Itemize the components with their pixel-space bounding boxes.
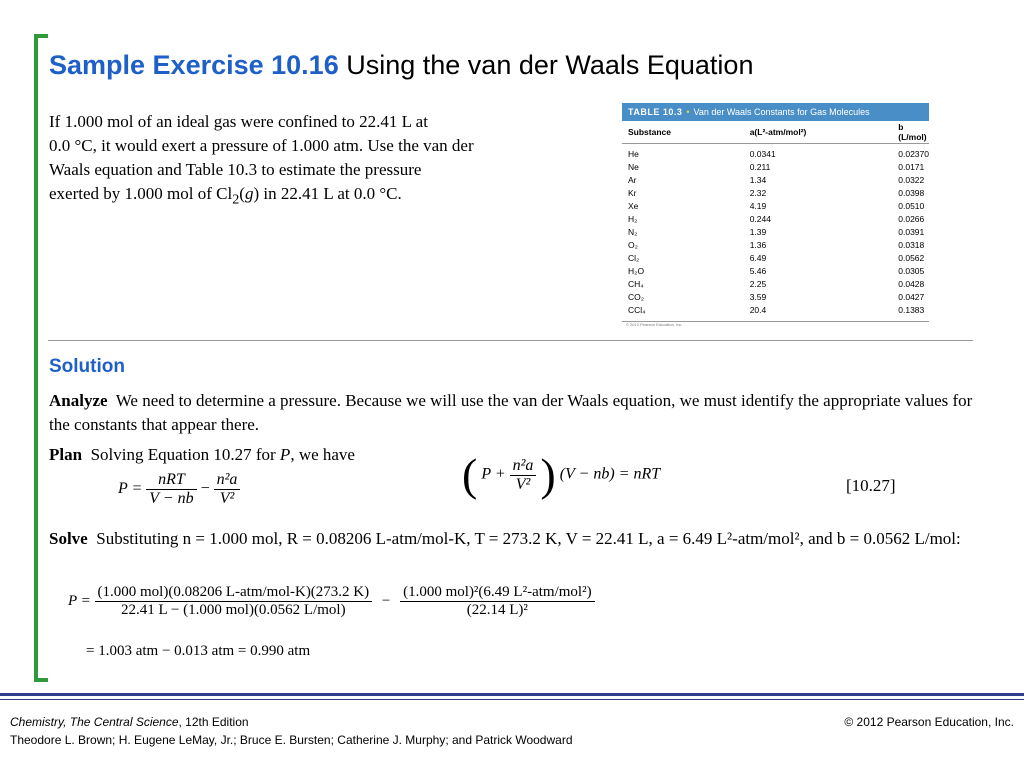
col-header-b: b (L/mol): [870, 121, 929, 144]
fraction-n2a: [214, 471, 241, 508]
book-edition: , 12th Edition: [178, 715, 249, 729]
table-row: [622, 144, 929, 162]
table-footnote: © 2012 Pearson Education, Inc.: [622, 321, 929, 330]
table-row: [622, 226, 929, 239]
problem-text: (: [239, 184, 245, 203]
table-row: [622, 291, 929, 304]
table-caption: [622, 103, 929, 121]
numerator: (1.000 mol)(0.08206 L-atm/mol-K)(273.2 K): [95, 584, 373, 602]
minus-sign: −: [381, 592, 391, 609]
problem-line: Waals equation and Table 10.3 to estimate the pressure: [49, 160, 422, 179]
cell-substance: Ar: [628, 175, 637, 185]
plan-variable: P: [279, 445, 291, 464]
plan-text: Solving Equation 10.27 for: [90, 445, 280, 464]
title-rest: Using the van der Waals Equation: [346, 50, 754, 80]
cell-b: 0.0318: [898, 240, 925, 250]
problem-line: [49, 182, 569, 211]
footer-rule-thin: [0, 699, 1024, 700]
footer-rule: [0, 693, 1024, 696]
problem-text: exerted by 1.000 mol of Cl: [49, 184, 233, 203]
cell-substance: Cl₂: [628, 253, 640, 263]
cell-substance: Ne: [628, 162, 639, 172]
table-row: [622, 174, 929, 187]
table-row: [622, 265, 929, 278]
cell-a: 6.49: [749, 253, 767, 263]
analyze-paragraph: [49, 389, 979, 437]
cell-a: 1.36: [749, 240, 767, 250]
minus-sign: −: [200, 480, 210, 498]
cell-a: 0.0341: [749, 149, 776, 159]
solution-heading: Solution: [49, 356, 125, 377]
denominator: V²: [515, 475, 531, 493]
paren-close: ): [540, 449, 556, 500]
equation-number: [10.27]: [846, 476, 896, 495]
footer-authors: Theodore L. Brown; H. Eugene LeMay, Jr.; Bruce E. Bursten; Catherine J. Murphy; and Patrick Woodward: [10, 733, 573, 747]
eq-term: P =: [68, 592, 91, 609]
table-title: Van der Waals Constants for Gas Molecules: [693, 107, 870, 117]
solve-label: Solve: [49, 529, 88, 548]
cell-substance: Kr: [628, 188, 637, 198]
cell-a: 3.59: [749, 292, 767, 302]
denominator: V − nb: [149, 490, 194, 507]
fraction-n2a-V2: [510, 457, 537, 494]
plan-paragraph: [49, 443, 449, 467]
table-row: [622, 278, 929, 291]
problem-statement: [49, 110, 569, 211]
paren-open: (: [462, 449, 478, 500]
cell-substance: H₂O: [628, 266, 645, 276]
numerator: nRT: [146, 471, 196, 490]
problem-text: ) in 22.41 L at 0.0 °C.: [253, 184, 402, 203]
denominator: V²: [219, 490, 235, 507]
fraction-nRT: [146, 471, 196, 508]
substituted-equation: [68, 584, 595, 619]
book-title: Chemistry, The Central Science: [10, 715, 179, 729]
slide-title: [49, 50, 753, 81]
cell-substance: CH₄: [628, 279, 644, 289]
denominator: 22.41 L − (1.000 mol)(0.0562 L/mol): [121, 602, 346, 618]
eq-term: P =: [118, 480, 143, 498]
cell-b: 0.0562: [898, 253, 925, 263]
cell-substance: He: [628, 149, 639, 159]
cell-b: 0.0322: [898, 175, 925, 185]
cell-substance: CCl₄: [628, 305, 646, 315]
cell-substance: O₂: [628, 240, 638, 250]
vdw-constants-table: [622, 103, 929, 330]
cell-b: 0.0428: [898, 279, 925, 289]
cell-a: 1.34: [749, 175, 767, 185]
cell-a: 5.46: [749, 266, 767, 276]
cell-a: 2.25: [749, 279, 767, 289]
section-divider: [48, 340, 973, 341]
footer-copyright: © 2012 Pearson Education, Inc.: [844, 715, 1014, 729]
table-header-row: [622, 121, 929, 144]
col-header-substance: Substance: [622, 121, 724, 144]
fraction-nRT-values: [95, 584, 373, 619]
cell-b: 0.0305: [898, 266, 925, 276]
table-row: [622, 200, 929, 213]
solved-equation: [118, 471, 240, 508]
title-lead: Sample Exercise 10.16: [49, 50, 339, 80]
footer-book: [10, 715, 249, 729]
green-bracket: [34, 34, 48, 682]
problem-line: 0.0 °C, it would exert a pressure of 1.000 atm. Use the van der: [49, 136, 474, 155]
cell-substance: Xe: [628, 201, 639, 211]
cell-b: 0.0266: [898, 214, 925, 224]
cell-b: 0.1383: [898, 305, 925, 315]
denominator: (22.14 L)²: [466, 602, 528, 618]
cell-substance: H₂: [628, 214, 638, 224]
analyze-text: We need to determine a pressure. Because we will use the van der Waals equation, we must identify the appropriate values for the constants that appear there.: [49, 391, 973, 434]
cell-substance: CO₂: [628, 292, 645, 302]
eq-term: P +: [481, 465, 506, 483]
fraction-n2a-values: [400, 584, 594, 619]
cell-b: 0.0391: [898, 227, 925, 237]
analyze-label: Analyze: [49, 391, 108, 410]
eq-term: (V − nb) = nRT: [559, 465, 661, 483]
cell-b: 0.0510: [898, 201, 925, 211]
plan-label: Plan: [49, 445, 83, 464]
cell-substance: N₂: [628, 227, 638, 237]
table-number: TABLE 10.3: [628, 107, 683, 117]
table-row: [622, 187, 929, 200]
solve-text: Substituting n = 1.000 mol, R = 0.08206 L-atm/mol-K, T = 273.2 K, V = 22.41 L, a = 6.49 L²-atm/mol², and b = 0.0562 L/mol:: [96, 529, 961, 548]
cell-a: 4.19: [749, 201, 767, 211]
cell-a: 1.39: [749, 227, 767, 237]
result-line: = 1.003 atm − 0.013 atm = 0.990 atm: [86, 643, 311, 659]
cell-a: 0.244: [749, 214, 771, 224]
cell-b: 0.02370: [898, 149, 929, 159]
cell-a: 20.4: [749, 305, 767, 315]
table-row: [622, 252, 929, 265]
solve-paragraph: [49, 527, 979, 551]
numerator: (1.000 mol)²(6.49 L²-atm/mol²): [400, 584, 594, 602]
table-row: [622, 304, 929, 317]
subscript: 2: [232, 191, 240, 208]
problem-line: If 1.000 mol of an ideal gas were confined to 22.41 L at: [49, 112, 428, 131]
table-row: [622, 213, 929, 226]
cell-b: 0.0398: [898, 188, 925, 198]
table-row: [622, 161, 929, 174]
vdw-equation: [462, 449, 661, 500]
constants-table: [622, 121, 929, 317]
col-header-a: a(L²-atm/mol²): [724, 121, 871, 144]
cell-b: 0.0171: [898, 162, 925, 172]
phase-g: g: [244, 184, 254, 203]
bullet-icon: •: [686, 107, 690, 117]
cell-b: 0.0427: [898, 292, 925, 302]
numerator: n²a: [214, 471, 241, 490]
cell-a: 0.211: [749, 162, 771, 172]
table-body: [622, 144, 929, 318]
plan-text: , we have: [290, 445, 355, 464]
numerator: n²a: [510, 457, 537, 476]
table-row: [622, 239, 929, 252]
cell-a: 2.32: [749, 188, 767, 198]
